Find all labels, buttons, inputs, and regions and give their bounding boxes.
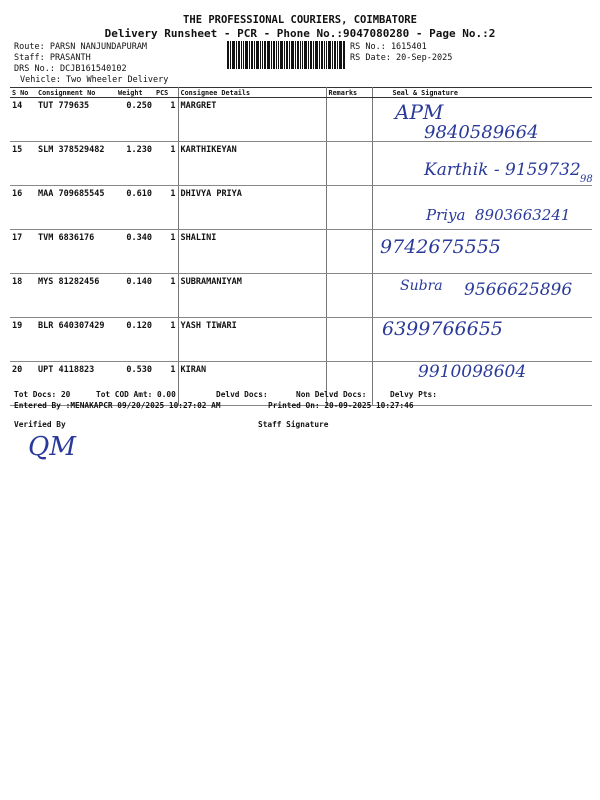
cell-weight: 0.140 bbox=[116, 274, 154, 318]
drs-label: DRS No.: DCJB161540102 bbox=[14, 64, 127, 74]
non-delivered-docs: Non Delvd Docs: bbox=[296, 390, 367, 399]
cell-remarks bbox=[326, 318, 372, 362]
signature-row-14: APM bbox=[395, 100, 444, 124]
cell-consignment: TVM 6836176 bbox=[36, 230, 116, 274]
cell-pcs: 1 bbox=[154, 186, 178, 230]
table-row bbox=[10, 318, 592, 362]
cell-sno: 14 bbox=[10, 98, 36, 142]
total-cod-amount: Tot COD Amt: 0.00 bbox=[96, 390, 176, 399]
cell-consignment: TUT 779635 bbox=[36, 98, 116, 142]
cell-consignment: UPT 4118823 bbox=[36, 362, 116, 406]
handwritten-note-row-15: Karthik - 9159732 bbox=[424, 160, 581, 180]
cell-consignee: SHALINI bbox=[178, 230, 326, 274]
cell-consignee: YASH TIWARI bbox=[178, 318, 326, 362]
cell-sno: 15 bbox=[10, 142, 36, 186]
cell-weight: 1.230 bbox=[116, 142, 154, 186]
route-label: Route: PARSN NANJUNDAPURAM bbox=[14, 42, 148, 52]
cell-remarks bbox=[326, 98, 372, 142]
cell-weight: 0.120 bbox=[116, 318, 154, 362]
cell-weight: 0.340 bbox=[116, 230, 154, 274]
col-sno: S No bbox=[10, 88, 36, 98]
col-remarks: Remarks bbox=[326, 88, 372, 98]
handwritten-phone-row-20: 9910098604 bbox=[418, 362, 527, 382]
cell-pcs: 1 bbox=[154, 362, 178, 406]
barcode-image bbox=[227, 41, 345, 69]
verified-by-label: Verified By bbox=[14, 420, 66, 429]
cell-sno: 17 bbox=[10, 230, 36, 274]
cell-consignee: KARTHIKEYAN bbox=[178, 142, 326, 186]
cell-remarks bbox=[326, 230, 372, 274]
total-docs: Tot Docs: 20 bbox=[14, 390, 71, 399]
cell-consignee: KIRAN bbox=[178, 362, 326, 406]
table-header-row bbox=[10, 88, 592, 98]
staff-signature-label: Staff Signature bbox=[258, 420, 329, 429]
delivered-docs: Delvd Docs: bbox=[216, 390, 268, 399]
cell-pcs: 1 bbox=[154, 142, 178, 186]
col-pcs: PCS bbox=[154, 88, 178, 98]
cell-pcs: 1 bbox=[154, 318, 178, 362]
rs-date-label: RS Date: 20-Sep-2025 bbox=[350, 53, 453, 63]
cell-consignment: MYS 81282456 bbox=[36, 274, 116, 318]
staff-label: Staff: PRASANTH bbox=[14, 53, 91, 63]
printed-on: Printed On: 20-09-2025 10:27:46 bbox=[268, 401, 414, 410]
runsheet-title: Delivery Runsheet - PCR - Phone No.:9047080280 - Page No.:2 bbox=[104, 27, 496, 40]
handwritten-phone-row-17: 9742675555 bbox=[380, 236, 501, 258]
cell-pcs: 1 bbox=[154, 98, 178, 142]
table-row bbox=[10, 230, 592, 274]
cell-remarks bbox=[326, 274, 372, 318]
cell-pcs: 1 bbox=[154, 274, 178, 318]
cell-consignee: MARGRET bbox=[178, 98, 326, 142]
vehicle-label: Vehicle: Two Wheeler Delivery bbox=[20, 75, 169, 85]
cell-consignment: MAA 709685545 bbox=[36, 186, 116, 230]
col-consignment: Consignment No bbox=[36, 88, 116, 98]
cell-sno: 20 bbox=[10, 362, 36, 406]
signature-row-18: Subra bbox=[400, 278, 443, 294]
cell-remarks bbox=[326, 186, 372, 230]
handwritten-phone-row-14: 9840589664 bbox=[424, 122, 539, 143]
cell-weight: 0.250 bbox=[116, 98, 154, 142]
company-name: THE PROFESSIONAL COURIERS, COIMBATORE bbox=[183, 14, 417, 26]
delivery-points: Delvy Pts: bbox=[390, 390, 437, 399]
rs-no-label: RS No.: 1615401 bbox=[350, 42, 427, 52]
cell-sno: 19 bbox=[10, 318, 36, 362]
cell-consignment: SLM 378529482 bbox=[36, 142, 116, 186]
handwritten-phone-row-16: 8903663241 bbox=[475, 206, 571, 224]
signature-row-16: Priya bbox=[426, 206, 466, 224]
cell-sno: 16 bbox=[10, 186, 36, 230]
handwritten-phone-row-18: 9566625896 bbox=[464, 280, 573, 300]
cell-weight: 0.530 bbox=[116, 362, 154, 406]
cell-remarks bbox=[326, 142, 372, 186]
cell-consignment: BLR 640307429 bbox=[36, 318, 116, 362]
col-weight: Weight bbox=[116, 88, 154, 98]
handwritten-phone-row-19: 6399766655 bbox=[382, 318, 503, 340]
cell-consignee: SUBRAMANIYAM bbox=[178, 274, 326, 318]
handwritten-note-tail-row-15: 98 bbox=[580, 174, 593, 185]
cell-weight: 0.610 bbox=[116, 186, 154, 230]
col-consignee: Consignee Details bbox=[178, 88, 326, 98]
entered-by: Entered By :MENAKAPCR 09/20/2025 10:27:02 AM bbox=[14, 401, 221, 410]
verifier-signature: QM bbox=[28, 432, 76, 462]
cell-sno: 18 bbox=[10, 274, 36, 318]
cell-pcs: 1 bbox=[154, 230, 178, 274]
col-seal: Seal & Signature bbox=[372, 88, 592, 98]
cell-consignee: DHIVYA PRIYA bbox=[178, 186, 326, 230]
